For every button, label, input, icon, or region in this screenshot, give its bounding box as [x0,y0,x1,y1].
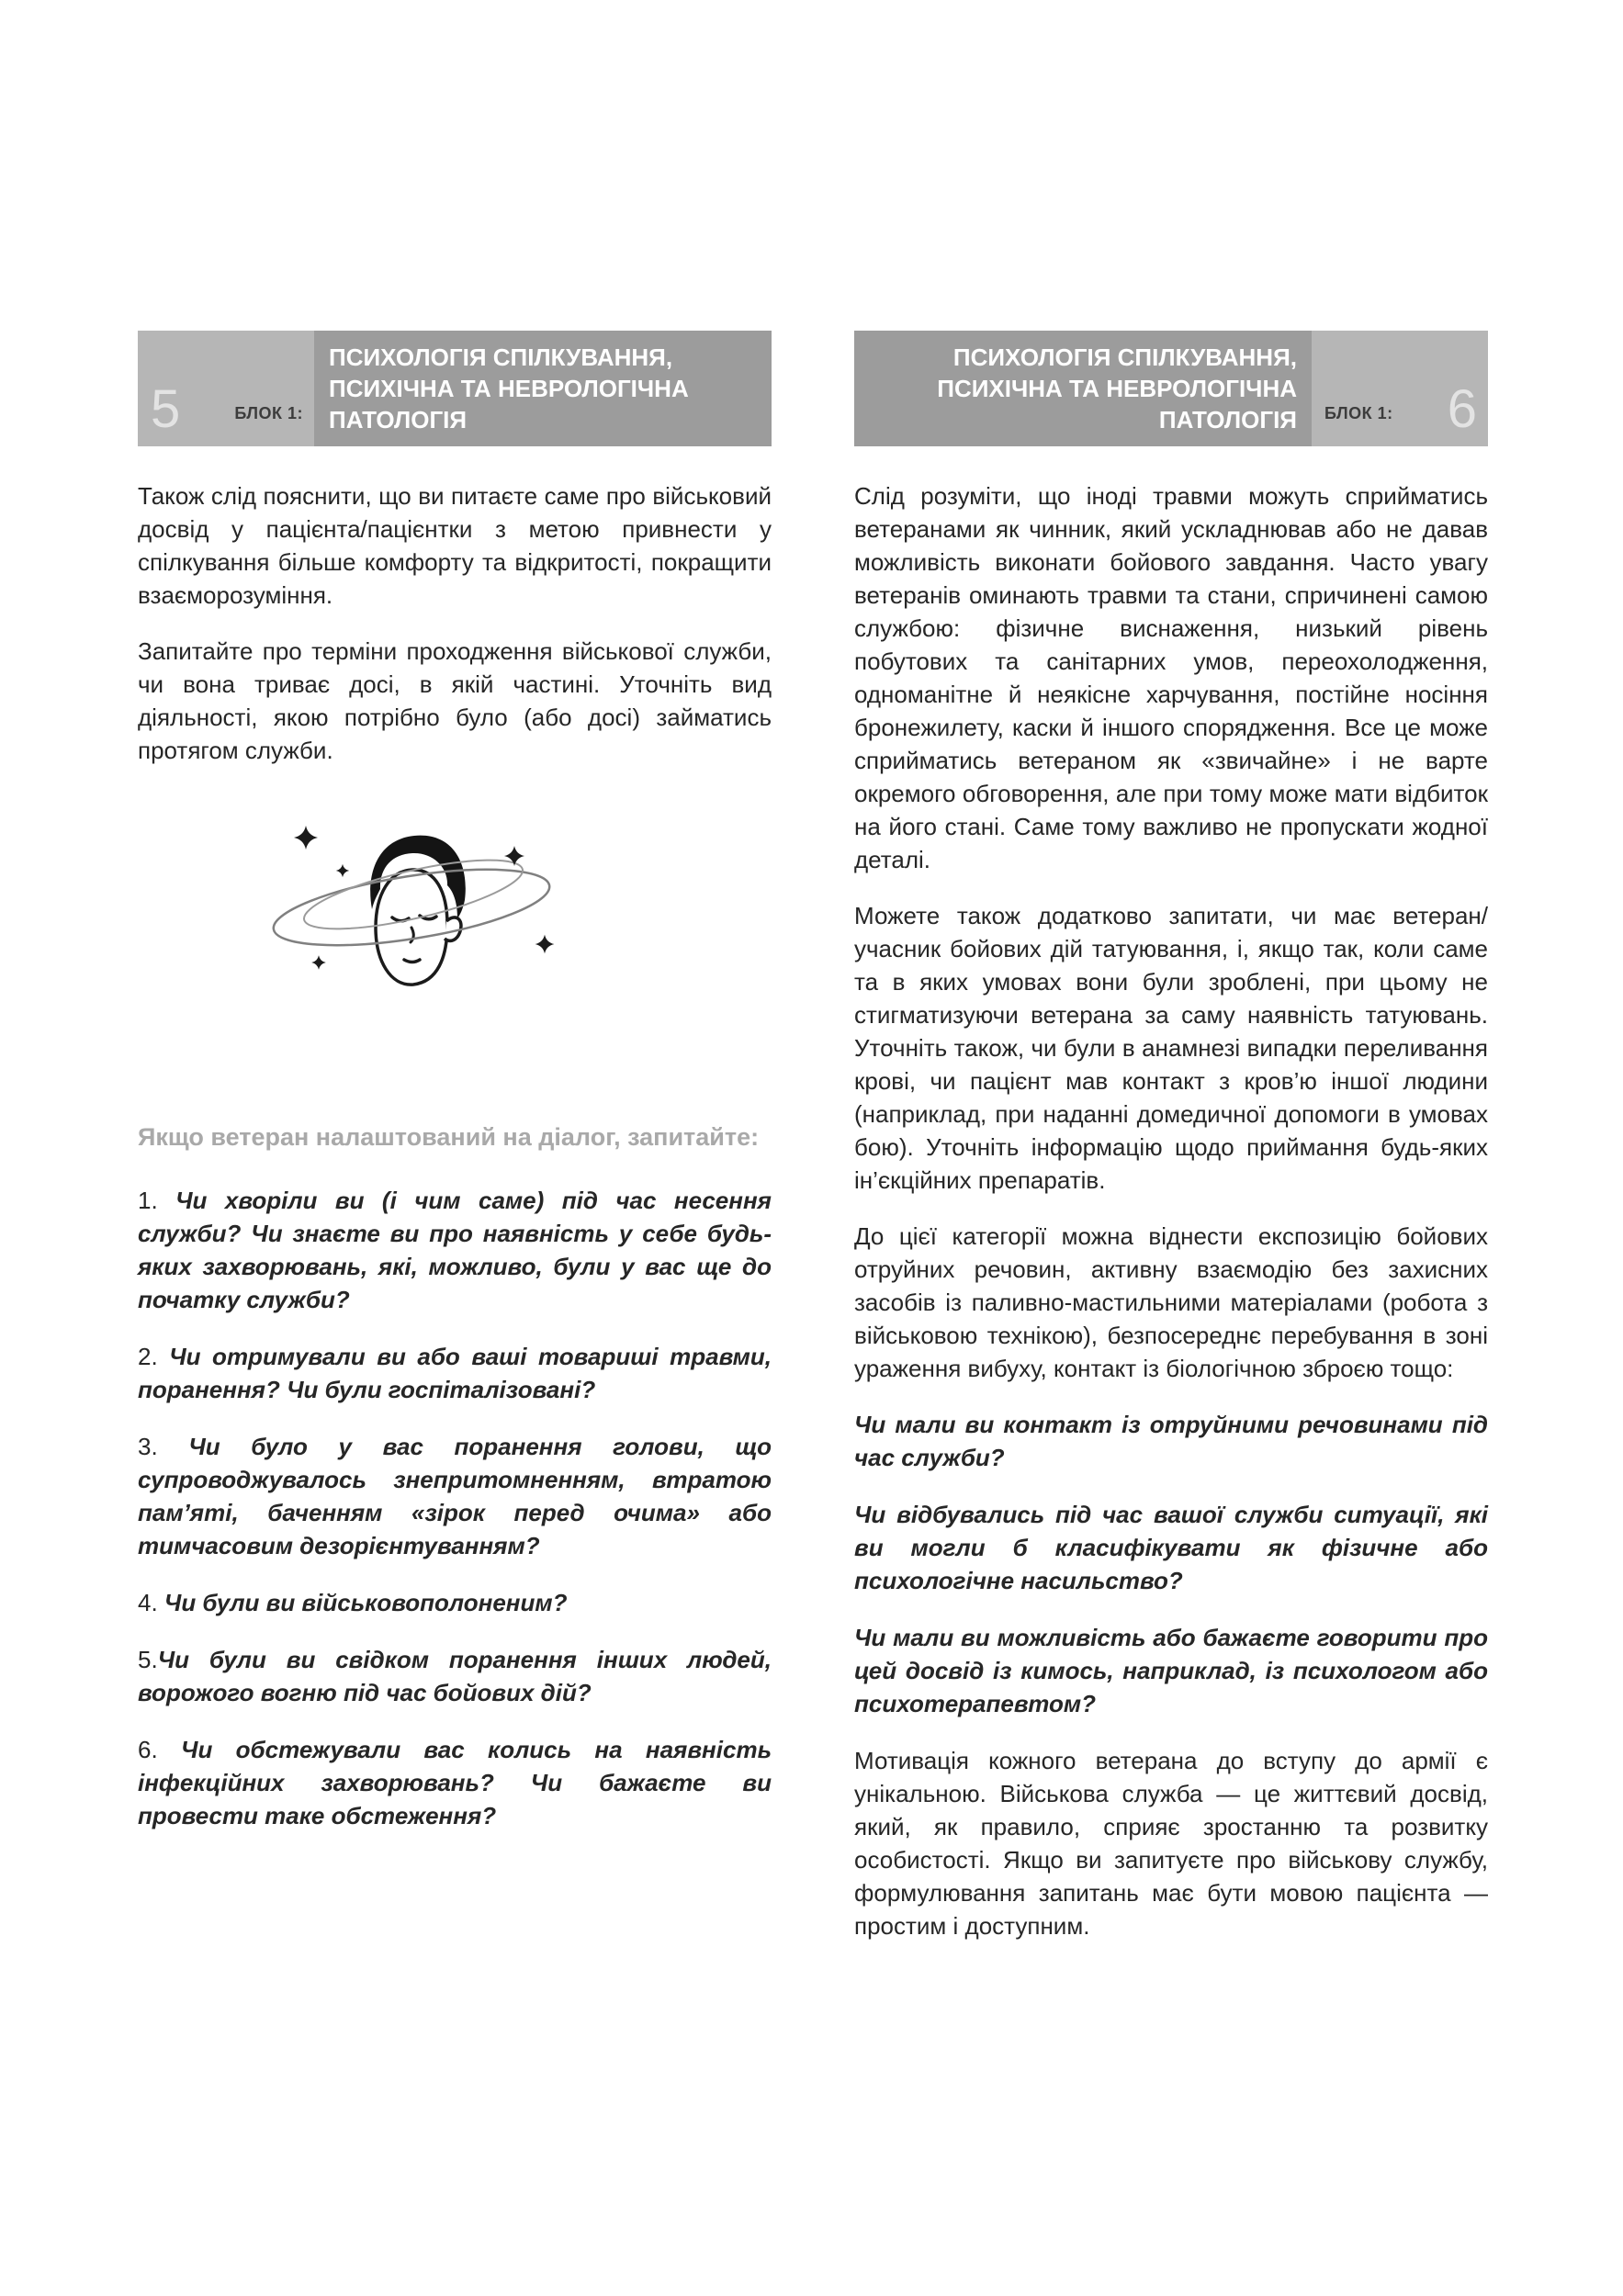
question-item-6 [138,1733,772,1832]
question-item-violence: Чи відбувались під час вашої служби ситуації, які ви могли б класифікувати як фізичне або психологічне насильство? [854,1501,1488,1594]
section-title-line: ПСИХІЧНА ТА НЕВРОЛОГІЧНА [937,375,1297,402]
question-item-5 [138,1643,772,1709]
dizzy-person-icon [234,790,583,1065]
paragraph: Слід розуміти, що іноді травми можуть сприйматись ветеранами як чинник, який ускладнював або не давав можливість виконати бойового завдання. Часто увагу ветеранів оминають травми та стани, спричинені самою службою: фізичне виснаження, низький рівень побутових та санітарних умов, переохолодження, одноманітне й неякісне харчування, постійне носіння бронежилету, каски й іншого спорядження. Все це може сприйматись ветераном як «звичайне» і не варте окремого обговорення, але при тому може мати відбиток на його стані. Саме тому важливо не пропускати жодної деталі. [854,482,1488,873]
question-text: Чи були ви свідком поранення інших людей, ворожого вогню під час бойових дій? [138,1646,772,1706]
page-number: 5 [151,378,181,439]
dialog-prompt-subheading: Якщо ветеран налаштований на діалог, запитайте: [138,1123,760,1151]
section-title-line: ПСИХОЛОГІЯ СПІЛКУВАННЯ, [329,343,673,371]
section-title-line: ПАТОЛОГІЯ [1158,406,1297,433]
page-number-box-left [138,331,314,446]
section-title-line: ПСИХОЛОГІЯ СПІЛКУВАННЯ, [952,343,1297,371]
question-text: Чи отримували ви або ваші товариші травми, поранення? Чи були госпіталізовані? [138,1343,772,1403]
section-title-line: ПСИХІЧНА ТА НЕВРОЛОГІЧНА [329,375,689,402]
question-item-3 [138,1430,772,1562]
question-number: 6. [138,1736,158,1763]
section-title-left [314,331,772,446]
question-item-4 [138,1586,772,1619]
question-item-2 [138,1340,772,1406]
dizzy-person-illustration [234,790,583,1070]
question-number: 3. [138,1433,158,1460]
section-title-line: ПАТОЛОГІЯ [329,406,468,433]
page-right [854,331,1488,1942]
question-number: 1. [138,1187,158,1214]
question-item-toxic: Чи мали ви контакт із отруйними речовинами під час служби? [854,1411,1488,1471]
paragraph: До цієї категорії можна віднести експозицію бойових отруйних речовин, активну взаємодію без захисних засобів із паливно-мастильними матеріалами (робота з військовою технікою), безпосереднє перебування в зоні ураження вибуху, контакт із біологічною зброєю тощо: [854,1222,1488,1382]
page-number: 6 [1447,378,1477,439]
question-item-psychologist: Чи мали ви можливість або бажаєте говорити про цей досвід із кимось, наприклад, із психологом або психотерапевтом? [854,1624,1488,1717]
paragraph: Також слід пояснити, що ви питаєте саме про військовий досвід у пацієнта/пацієнтки з метою привнести у спілкування більше комфорту та відкритості, покращити взаєморозуміння. [138,482,772,609]
question-number: 5. [138,1646,158,1673]
question-text: Чи обстежували вас колись на наявність інфекційних захворювань? Чи бажаєте ви провести таке обстеження? [138,1736,772,1829]
question-item-1 [138,1184,772,1316]
page-left [138,331,772,1856]
paragraph: Запитайте про терміни проходження військової служби, чи вона триває досі, в якій частині. Уточніть вид діяльності, якою потрібно було (або досі) займатись протягом служби. [138,637,772,764]
block-label: БЛОК 1: [1324,404,1393,422]
question-number: 2. [138,1343,158,1370]
page-number-box-right [1312,331,1488,446]
question-text: Чи хворіли ви (і чим саме) під час несення служби? Чи знаєте ви про наявність у себе будь-яких захворювань, які, можливо, були у вас ще до початку служби? [138,1187,772,1313]
question-text: Чи було у вас поранення голови, що супроводжувалось знепритомненням, втратою пам’яті, баченням «зірок перед очима» або тимчасовим дезорієнтуванням? [138,1433,772,1559]
closing-paragraph: Мотивація кожного ветерана до вступу до армії є унікальною. Військова служба — це життєвий досвід, який, як правило, сприяє зростанню та розвитку особистості. Якщо ви запитуєте про військову службу, формулювання запитань має бути мовою пацієнта — простим і доступним. [854,1747,1488,1940]
page-right-header [854,331,1488,446]
page-left-header [138,331,772,446]
section-title-right [854,331,1312,446]
question-number: 4. [138,1589,158,1616]
block-label: БЛОК 1: [234,404,303,422]
paragraph: Можете також додатково запитати, чи має ветеран/учасник бойових дій татуювання, і, якщо так, коли саме та в яких умовах вони були зроблені, при цьому не стигматизуючи ветерана за саму наявність татуювань. Уточніть також, чи були в анамнезі випадки переливання крові, чи пацієнт мав контакт з кров’ю іншої людини (наприклад, при наданні домедичної допомоги в умовах бою). Уточніть інформацію щодо приймання будь-яких ін’єкційних препаратів. [854,902,1488,1194]
question-text: Чи були ви військовополоненим? [163,1589,568,1616]
